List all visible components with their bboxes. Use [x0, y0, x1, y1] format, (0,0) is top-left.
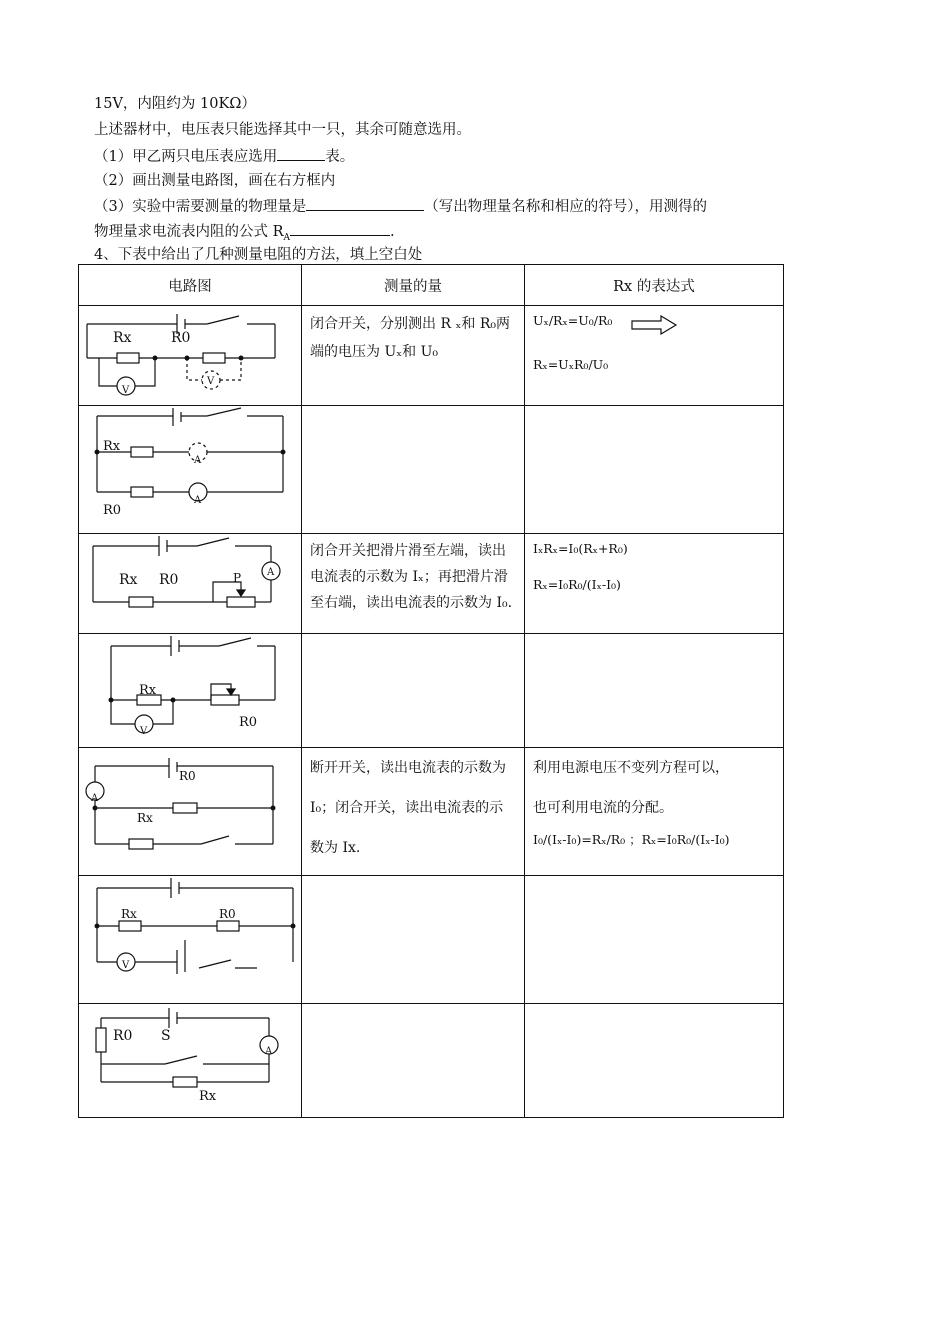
label-rx: Rx [119, 572, 138, 588]
expression-line: 也可利用电流的分配。 [533, 800, 673, 816]
intro-line-2: 上述器材中，电压表只能选择其中一只，其余可随意选用。 [94, 122, 471, 138]
expression-cell [525, 748, 784, 876]
expression-cell [525, 406, 784, 534]
expression-line: Rₓ=I₀R₀/(Iₓ-I₀) [533, 577, 621, 592]
voltmeter-icon: V [122, 385, 130, 396]
expression-line: 利用电源电压不变列方程可以， [533, 760, 729, 776]
ammeter-icon: A [91, 793, 99, 804]
expression-content [525, 406, 783, 412]
label-rx: Rx [137, 811, 153, 825]
label-rx: Rx [199, 1089, 217, 1104]
expression-cell [525, 306, 784, 406]
expression-line: I₀/(Iₓ-I₀)=Rₓ/R₀ ；Rₓ=I₀R₀/(Iₓ-I₀) [533, 832, 730, 847]
ammeter-icon: A [265, 1046, 273, 1057]
ammeter-icon: A [194, 455, 202, 466]
expression-line: IₓRₓ=I₀(Rₓ+R₀) [533, 541, 628, 556]
question-2: （2）画出测量电路图，画在右方框内 [94, 173, 336, 189]
expression-line: Rₓ=UₓR₀/U₀ [533, 357, 609, 372]
header-measure: 测量的量 [302, 265, 525, 306]
circuit-cell [79, 748, 302, 876]
label-r0: R0 [179, 769, 196, 783]
question-1-suffix: 表。 [325, 149, 355, 165]
circuit-cell [79, 1004, 302, 1118]
answer-blank-1[interactable] [277, 146, 325, 161]
circuit-diagram-2 [79, 406, 301, 532]
label-rx: Rx [103, 439, 121, 454]
circuit-diagram-6 [79, 876, 301, 1002]
table-row [79, 1004, 784, 1118]
table-row [79, 876, 784, 1004]
label-r0: R0 [113, 1028, 133, 1044]
measure-cell [302, 876, 525, 1004]
circuit-cell [79, 406, 302, 534]
voltmeter-icon: V [207, 376, 215, 387]
circuit-cell [79, 876, 302, 1004]
label-r0: R0 [219, 907, 236, 921]
label-rx: Rx [139, 683, 157, 698]
ammeter-icon: A [267, 567, 275, 578]
circuit-cell [79, 534, 302, 634]
circuit-diagram-7 [79, 1004, 301, 1116]
header-circuit: 电路图 [79, 265, 302, 306]
measure-text [302, 634, 524, 638]
label-r0: R0 [239, 715, 258, 730]
expression-content [525, 306, 783, 374]
table-row [79, 534, 784, 634]
table-row [79, 406, 784, 534]
label-rx: Rx [113, 330, 132, 346]
question-3-period: . [390, 224, 395, 240]
measure-cell [302, 534, 525, 634]
label-switch-s: S [161, 1028, 171, 1044]
expression-content [525, 634, 783, 640]
ammeter-icon: A [194, 495, 202, 506]
circuit-diagram-3 [79, 534, 301, 632]
voltmeter-icon: V [122, 960, 130, 971]
measure-cell [302, 634, 525, 748]
section-4-heading: 4、下表中给出了几种测量电阻的方法，填上空白处 [94, 247, 423, 263]
expression-cell [525, 1004, 784, 1118]
table-row [79, 306, 784, 406]
intro-line-1: 15V，内阻约为 10KΩ） [94, 96, 256, 112]
expression-cell [525, 534, 784, 634]
question-3-text: （3）实验中需要测量的物理量是 [94, 199, 307, 215]
measure-text: 闭合开关把滑片滑至左端，读出电流表的示数为 Iₓ；再把滑片滑至右端，读出电流表的示数为 I₀. [310, 543, 513, 611]
measure-text [302, 406, 524, 410]
arrow-right-icon [631, 315, 679, 335]
measure-cell [302, 406, 525, 534]
label-r0: R0 [159, 572, 179, 588]
question-3 [94, 196, 707, 217]
expression-line: Uₓ/Rₓ=U₀/R₀ [533, 313, 613, 328]
label-rx: Rx [121, 907, 137, 921]
measure-text: 断开开关，读出电流表的示数为 I₀；闭合开关，读出电流表的示数为 Ix. [310, 760, 506, 856]
label-r0: R0 [103, 503, 122, 518]
question-3-line-2 [94, 221, 395, 248]
measure-cell [302, 1004, 525, 1118]
circuit-diagram-1 [79, 306, 301, 404]
voltmeter-icon: V [140, 726, 148, 737]
measure-text [302, 1004, 524, 1008]
table-row [79, 634, 784, 748]
table-row [79, 748, 784, 876]
measure-text [302, 876, 524, 880]
label-slider-p: P [233, 571, 242, 585]
question-3-suffix: （写出物理量名称和相应的符号），用测得的 [424, 199, 707, 215]
header-expression: Rx 的表达式 [525, 265, 784, 306]
expression-content [525, 1004, 783, 1010]
question-1-text: （1）甲乙两只电压表应选用 [94, 149, 278, 165]
expression-content [525, 876, 783, 882]
answer-blank-4[interactable] [290, 221, 390, 236]
expression-content [525, 748, 783, 852]
measure-text: 闭合开关，分别测出 R ₓ和 R₀两端的电压为 Uₓ和 U₀ [310, 316, 510, 360]
circuit-cell [79, 306, 302, 406]
measure-cell [302, 306, 525, 406]
question-3-subscript: A [283, 232, 291, 243]
question-3-formula-text: 物理量求电流表内阻的公式 R [94, 224, 284, 240]
expression-cell [525, 634, 784, 748]
table-header-row [79, 265, 784, 306]
circuit-diagram-5 [79, 748, 301, 874]
question-1 [94, 146, 354, 167]
methods-table [78, 264, 784, 1118]
label-r0: R0 [171, 330, 191, 346]
circuit-cell [79, 634, 302, 748]
expression-cell [525, 876, 784, 1004]
circuit-diagram-4 [79, 634, 301, 746]
answer-blank-3[interactable] [306, 196, 424, 211]
measure-cell [302, 748, 525, 876]
expression-content [525, 534, 783, 594]
